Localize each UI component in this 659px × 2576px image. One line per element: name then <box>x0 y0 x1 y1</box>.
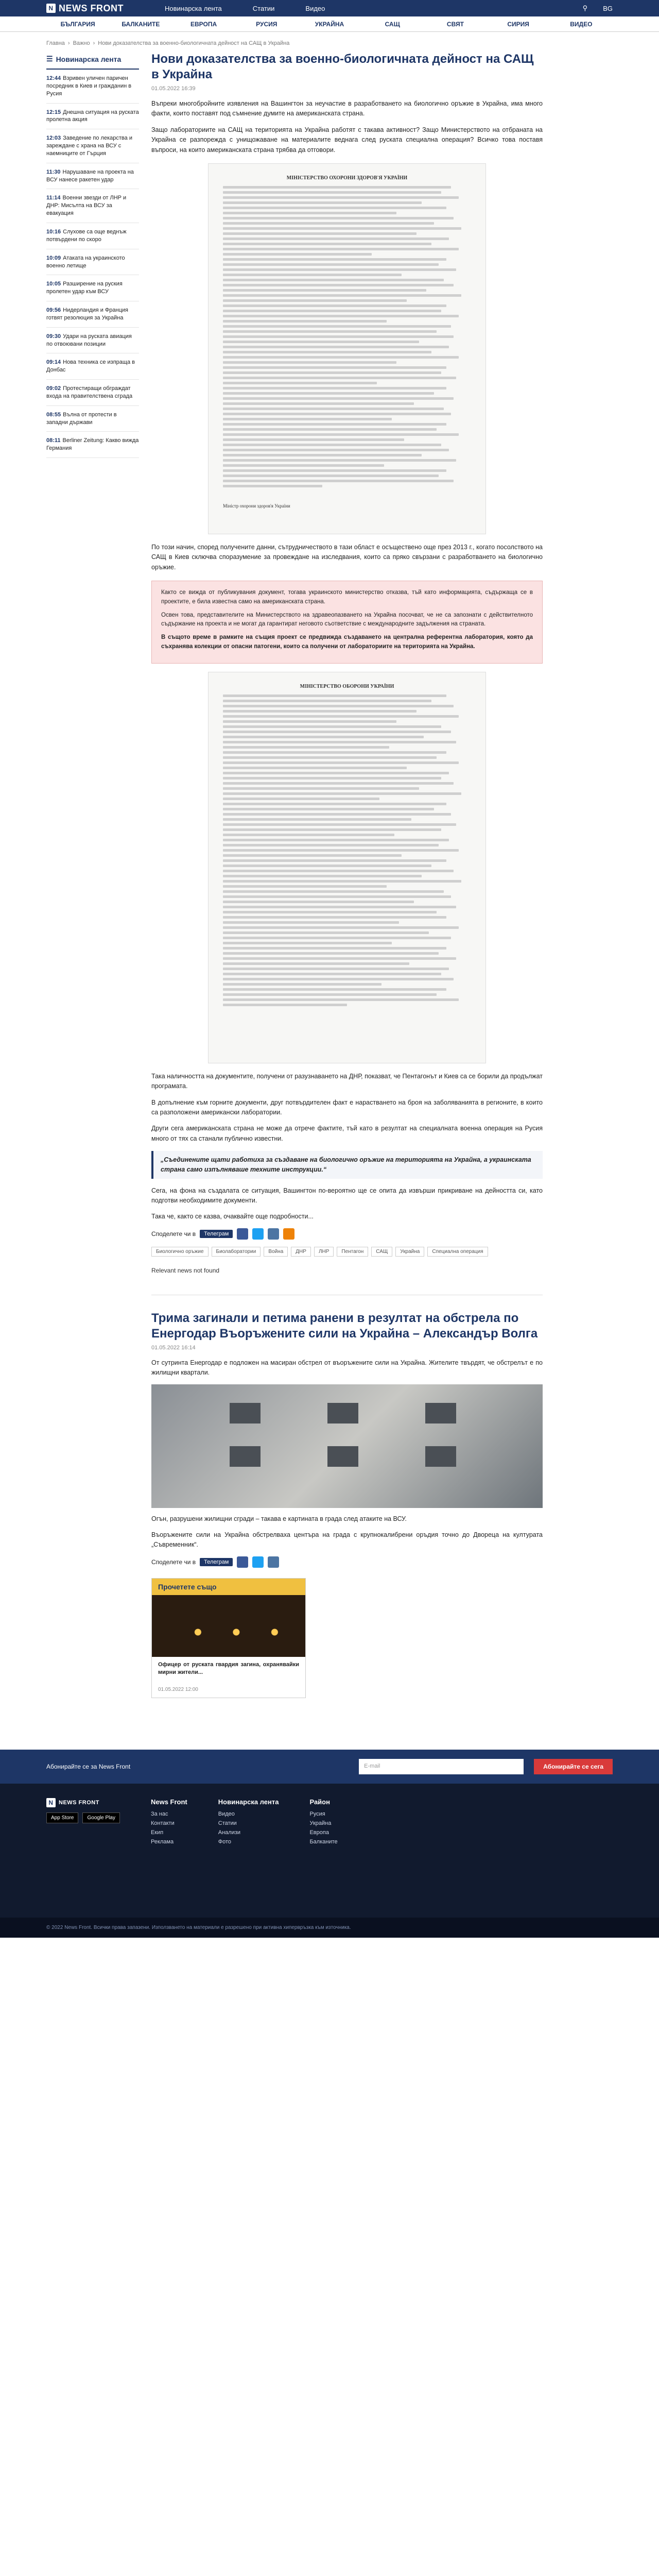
category-syria[interactable]: СИРИЯ <box>507 20 529 28</box>
next-article-title[interactable]: Трима загинали и петима ранени в резултат на обстрела по Енергодар Въоръжените сили на Украйна – Александър Волга <box>151 1311 538 1341</box>
category-bar <box>0 16 659 32</box>
category-usa[interactable]: САЩ <box>385 20 400 28</box>
footer-link[interactable]: Украйна <box>309 1820 332 1827</box>
breadcrumb-current: Нови доказателства за военно-биологичната дейност на САЩ в Украйна <box>98 40 290 46</box>
tag-link[interactable]: Пентагон <box>337 1247 368 1257</box>
subscribe-button[interactable]: Абонирайте се сега <box>534 1759 613 1774</box>
document-image <box>208 163 486 534</box>
footer-link[interactable]: Анализи <box>218 1829 241 1836</box>
google-play-button[interactable]: Google Play <box>82 1812 119 1823</box>
footer-logo[interactable]: N NEWS FRONT <box>46 1798 120 1807</box>
footer-link[interactable]: Русия <box>309 1811 325 1818</box>
sidebar-title: ☰ Новинарска лента <box>46 52 139 70</box>
tag-link[interactable]: САЩ <box>371 1247 392 1257</box>
footer-link[interactable]: Контакти <box>150 1820 175 1827</box>
list-item[interactable]: 11:30 Нарушаване на проекта на ВСУ нанесе ракетен удар <box>46 163 139 190</box>
article-paragraph: От сутринта Енергодар е подложен на масиран обстрел от въоръжените сили на Украйна. Жителите твърдят, че обстрелът е по жилищни квартали. <box>151 1359 543 1377</box>
list-item[interactable]: 10:16 Слухове са още веднъж потвърдени по скоро <box>46 223 139 249</box>
list-item[interactable]: 09:02 Протестиращи обграждат входа на правителствена сграда <box>46 380 139 406</box>
share-bar <box>151 1556 543 1568</box>
page-title: Нови доказателства за военно-биологичната дейност на САЩ в Украйна <box>151 52 534 81</box>
app-store-button[interactable]: App Store <box>46 1812 78 1823</box>
read-also-box[interactable] <box>151 1578 306 1699</box>
article-paragraph: По този начин, според получените данни, сътрудничеството в тази област е осъществено още през 2013 г., когато посолството на САЩ в Киев сключва споразумение за провеждане на изследвания, които са пряко свързани с разработването на биологично оръжие. <box>151 543 543 571</box>
news-feed-sidebar <box>46 52 139 1719</box>
tag-link[interactable]: Война <box>264 1247 288 1257</box>
article-paragraph: Огън, разрушени жилищни сгради – такава е картината в града след атаките на ВСУ. <box>151 1515 407 1522</box>
category-ukraine[interactable]: УКРАЙНА <box>315 20 344 28</box>
telegram-share-button[interactable]: Телеграм <box>200 1230 233 1238</box>
footer-col-feed: Новинарска лента Видео Статии Анализи Фото <box>218 1798 279 1845</box>
list-item[interactable]: 10:09 Атаката на украинското военно летище <box>46 249 139 276</box>
language-selector[interactable]: BG <box>603 4 613 12</box>
copyright-bar: © 2022 News Front. Всички права запазени. Използването на материали е разрешено при активна хипервръзка към източника. <box>0 1918 659 1938</box>
list-item[interactable]: 12:44 Взривен уличен паричен посредник в Киев и гражданин в Русия <box>46 70 139 104</box>
building-photo <box>151 1384 543 1508</box>
article-paragraph: Други сега американската страна не може да отрече фактите, тъй като в резултат на специалната военна операция на Русия много от тях са станали публично известни. <box>151 1125 543 1142</box>
footer-col-about: News Front За нас Контакти Екип Реклама <box>150 1798 187 1845</box>
subscribe-text: Абонирайте се за News Front <box>46 1763 131 1771</box>
list-item[interactable]: 08:55 Вълна от протести в западни държави <box>46 406 139 432</box>
breadcrumb-home[interactable]: Главна <box>46 40 65 46</box>
site-footer <box>0 1784 659 1918</box>
logo-icon: N <box>46 4 56 13</box>
footer-link[interactable]: Балканите <box>309 1839 338 1845</box>
article-paragraph: Така наличността на документите, получени от разузнаването на ДНР, показват, че Пентагонът и Киев са се борили да продължат програмата. <box>151 1072 543 1090</box>
read-also-date: 01.05.2022 12:00 <box>158 1687 198 1693</box>
list-item[interactable]: 08:11 Berliner Zeitung: Какво вижда Германия <box>46 432 139 458</box>
twitter-icon[interactable] <box>252 1556 264 1568</box>
document-image <box>208 672 486 1063</box>
list-item[interactable]: 09:30 Удари на руската авиация по отвоювани позиции <box>46 328 139 354</box>
highlighted-quote-box: Както се вижда от публикувания документ, тогава украинското министерство отказва, тъй като информацията, съдържаща се в проектите, е била известна само на американската страна. Освен това, представителите на Министерството на здравеопазването на Украйна посочват, че не са запознати с действителното съдържание на проекта и не могат да гарантират неговото съответствие с международните задължения на страната. В същото време в рамките на същия проект се предвижда създаването на централна референтна лаборатория, която да съхранява колекции от опасни патогени, които са получени от лабораториите на територията на Украйна. <box>151 581 543 664</box>
article-paragraph: Защо лабораториите на САЩ на територията на Украйна работят с такава активност? Защо Министерството на отбраната на Украйна се разпорежда с унищожаване на материалите веднага след руската специална операция? Всичко това поставя въпроси, на които американската страна трябва да отговори. <box>151 126 543 154</box>
read-also-text: Офицер от руската гвардия загина, охранявайки мирни жители... <box>158 1661 299 1676</box>
read-also-image <box>152 1595 305 1657</box>
site-logo[interactable]: N NEWS FRONT <box>46 3 124 14</box>
vk-icon[interactable] <box>268 1228 279 1240</box>
category-russia[interactable]: РУСИЯ <box>256 20 278 28</box>
tag-link[interactable]: Украйна <box>395 1247 424 1257</box>
next-article-date: 01.05.2022 16:14 <box>151 1344 196 1351</box>
next-article <box>151 1295 543 1699</box>
article-paragraph: Въпреки многобройните изявления на Вашингтон за неучастие в разработването на биологично оръжие в Украйна, има много факти, които поставят под съмнение думите на американската страна. <box>151 100 543 117</box>
ok-icon[interactable] <box>283 1228 294 1240</box>
list-item[interactable]: 11:14 Военни звезди от ЛНР и ДНР: Мисълта на ВСУ за евакуация <box>46 189 139 223</box>
footer-link[interactable]: Европа <box>309 1829 329 1836</box>
article-main <box>151 52 543 1719</box>
document-signature: Міністр охорони здоров'я України <box>223 503 290 509</box>
share-label: Споделете чи в <box>151 1230 196 1238</box>
footer-col-region: Район Русия Украйна Европа Балканите <box>309 1798 338 1845</box>
search-icon[interactable]: ⚲ <box>582 4 588 12</box>
category-world[interactable]: СВЯТ <box>446 20 464 28</box>
facebook-icon[interactable] <box>237 1556 248 1568</box>
related-news-empty: Relevant news not found <box>151 1266 220 1274</box>
article-paragraph: Въоръжените сили на Украйна обстрелваха центъра на града с крупнокалибрени оръдия точно до Двореца на културата „Съвременник“. <box>151 1531 543 1549</box>
logo-icon: N <box>46 1798 56 1807</box>
document-heading: МІНІСТЕРСТВО ОБОРОНИ УКРАЇНИ <box>300 683 394 689</box>
article-paragraph: Сега, на фона на създалата се ситуация, Вашингтон по-вероятно ще се опита да извърши прикриване на дейността си, като подготви необходимите документи. <box>151 1187 543 1204</box>
footer-link[interactable]: Реклама <box>150 1839 174 1845</box>
tag-cloud <box>151 1247 543 1257</box>
footer-link[interactable]: За нас <box>150 1811 168 1818</box>
document-text-lines <box>223 186 471 487</box>
read-also-title: Прочетете също <box>152 1579 305 1595</box>
twitter-icon[interactable] <box>252 1228 264 1240</box>
category-balkans[interactable]: БАЛКАНИТЕ <box>122 20 160 28</box>
nav-newsfeed[interactable]: Новинарска лента <box>165 4 222 12</box>
tag-link[interactable]: ЛНР <box>314 1247 334 1257</box>
list-item[interactable]: 09:14 Нова техника се изпраща в Донбас <box>46 353 139 380</box>
nav-articles[interactable]: Статии <box>252 4 275 12</box>
telegram-share-button[interactable]: Телеграм <box>200 1558 233 1566</box>
tag-link[interactable]: Биологично оръжие <box>151 1247 209 1257</box>
facebook-icon[interactable] <box>237 1228 248 1240</box>
list-icon: ☰ <box>46 55 53 63</box>
email-field[interactable]: E-mail <box>359 1759 524 1774</box>
breadcrumb-important[interactable]: Важно <box>73 40 90 46</box>
breadcrumb: Главна › Важно › Нови доказателства за военно-биологичната дейност на САЩ в Украйна <box>46 40 290 46</box>
article-paragraph: В допълнение към горните документи, друг потвърдителен факт е нарастването на броя на заболяванията в регионите, в които са разположени американски лаборатории. <box>151 1098 543 1116</box>
list-item[interactable]: 09:56 Нидерландия и Франция готвят резолюция за Украйна <box>46 301 139 328</box>
footer-link[interactable]: Статии <box>218 1820 237 1827</box>
vk-icon[interactable] <box>268 1556 279 1568</box>
top-navigation <box>0 0 659 16</box>
subscribe-bar <box>0 1750 659 1784</box>
footer-link[interactable]: Фото <box>218 1839 232 1845</box>
document-heading: МІНІСТЕРСТВО ОХОРОНИ ЗДОРОВ'Я УКРАЇНИ <box>286 175 408 181</box>
nav-video[interactable]: Видео <box>305 4 325 12</box>
article-paragraph: Така че, както се казва, очаквайте още подробности... <box>151 1213 314 1221</box>
article-date: 01.05.2022 16:39 <box>151 86 196 92</box>
tag-link[interactable]: Специална операция <box>427 1247 488 1257</box>
share-label: Споделете чи в <box>151 1558 196 1566</box>
footer-link[interactable]: Екип <box>150 1829 164 1836</box>
document-text-lines <box>223 694 471 1006</box>
list-item[interactable]: 10:05 Разширение на руския пролетен удар към ВСУ <box>46 275 139 301</box>
share-bar <box>151 1228 543 1240</box>
category-bulgaria[interactable]: БЪЛГАРИЯ <box>60 20 95 28</box>
article-blockquote: „Съединените щати работиха за създаване на биологично оръжие на територията на Украйна, а украинската страна само изпълняваше техните инструкции.“ <box>151 1151 543 1179</box>
footer-link[interactable]: Видео <box>218 1811 235 1818</box>
tag-link[interactable]: Биолаборатории <box>212 1247 261 1257</box>
list-item[interactable]: 12:03 Заведение по лекарства и зареждане с храна на ВСУ с наемниците от Гърция <box>46 129 139 163</box>
list-item[interactable]: 12:15 Днешна ситуация на руската пролетна акция <box>46 104 139 130</box>
category-video[interactable]: ВИДЕО <box>570 20 593 28</box>
category-europe[interactable]: ЕВРОПА <box>190 20 217 28</box>
tag-link[interactable]: ДНР <box>291 1247 311 1257</box>
